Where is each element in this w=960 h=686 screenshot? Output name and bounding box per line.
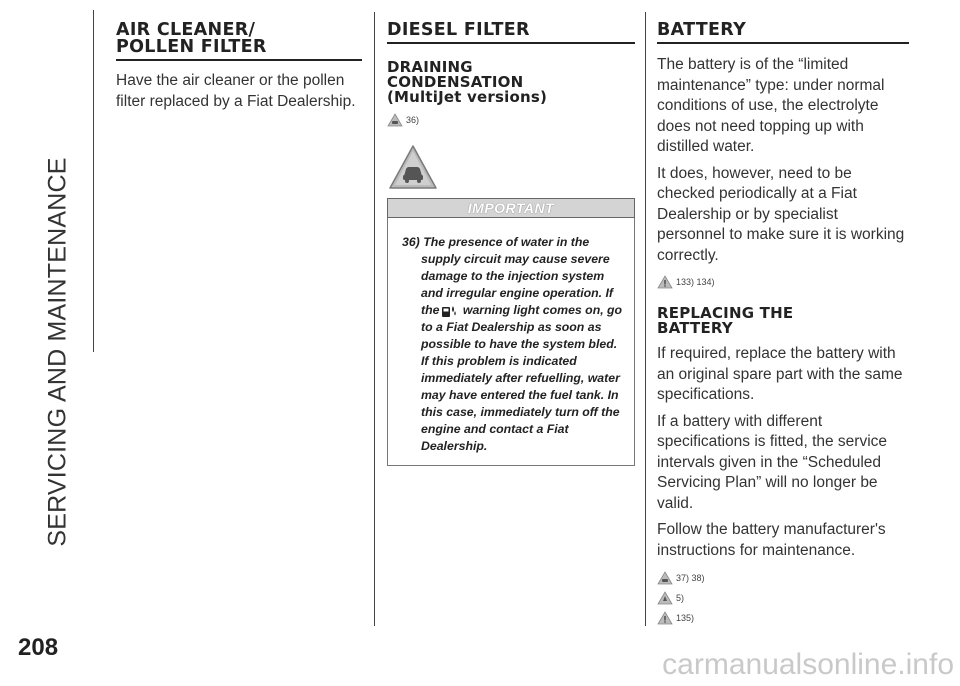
important-note-box — [387, 218, 635, 466]
diesel-filter-heading: DIESEL FILTER — [387, 20, 530, 40]
water-in-fuel-icon — [441, 304, 457, 318]
warning-triangle-car-icon — [657, 571, 673, 585]
battery-para-2: It does, however, need to be checked periodically at a Fiat Dealership or by specialist personnel to make sure it is working correctly. — [657, 164, 905, 264]
warning-triangle-car-icon — [388, 143, 438, 191]
reference-5: 5) — [657, 591, 909, 605]
warning-triangle-icon — [657, 611, 673, 625]
column-divider-2 — [645, 12, 646, 626]
replacing-battery-subheading: REPLACING THE BATTERY — [657, 304, 794, 337]
important-label: IMPORTANT — [387, 198, 635, 218]
battery-para-5: Follow the battery manufacturer's instructions for maintenance. — [657, 521, 886, 559]
air-cleaner-heading: AIR CLEANER/ POLLEN FILTER — [116, 20, 267, 57]
reference-37-38: 37) 38) — [657, 571, 909, 585]
heading-rule — [116, 59, 362, 61]
warning-triangle-car-icon — [387, 113, 403, 127]
reference-36: 36) — [387, 113, 635, 127]
heading-rule — [657, 42, 909, 44]
battery-para-4: If a battery with different specifications is fitted, the service intervals given in the “Scheduled Servicing Plan” will no longer be valid. — [657, 412, 888, 512]
column-air-cleaner — [116, 22, 362, 112]
battery-heading: BATTERY — [657, 20, 747, 40]
battery-para-1: The battery is of the “limited maintenance” type: under normal conditions of use, the electrolyte does not need topping up with distilled water. — [657, 56, 885, 155]
heading-rule — [387, 42, 635, 44]
column-divider-1 — [374, 12, 375, 626]
draining-condensation-subheading: DRAINING CONDENSATION (MultiJet versions) — [387, 58, 548, 106]
important-note: 36) The presence of water in the supply circuit may cause severe damage to the injection system and irregular engine operation. If the warning light comes on, go to a Fiat Dealership as soon as possible to have the system bled. If this problem is indicated immediately after refuelling, water may have entered the fuel tank. In this case, immediately turn off the engine and contact a Fiat Dealership. — [402, 235, 623, 453]
column-diesel-filter — [387, 22, 635, 466]
environment-triangle-icon — [657, 591, 673, 605]
page-number: 208 — [18, 634, 59, 661]
battery-para-3: If required, replace the battery with an original spare part with the same specifications. — [657, 345, 903, 403]
column-battery — [657, 22, 909, 625]
reference-135: 135) — [657, 611, 909, 625]
watermark: carmanualsonline.info — [662, 648, 954, 681]
warning-triangle-icon — [657, 275, 673, 289]
air-cleaner-body: Have the air cleaner or the pollen filter replaced by a Fiat Dealership. — [116, 72, 356, 110]
caution-icon-block — [387, 143, 635, 196]
reference-133-134: 133) 134) — [657, 275, 909, 289]
side-divider — [93, 10, 94, 352]
